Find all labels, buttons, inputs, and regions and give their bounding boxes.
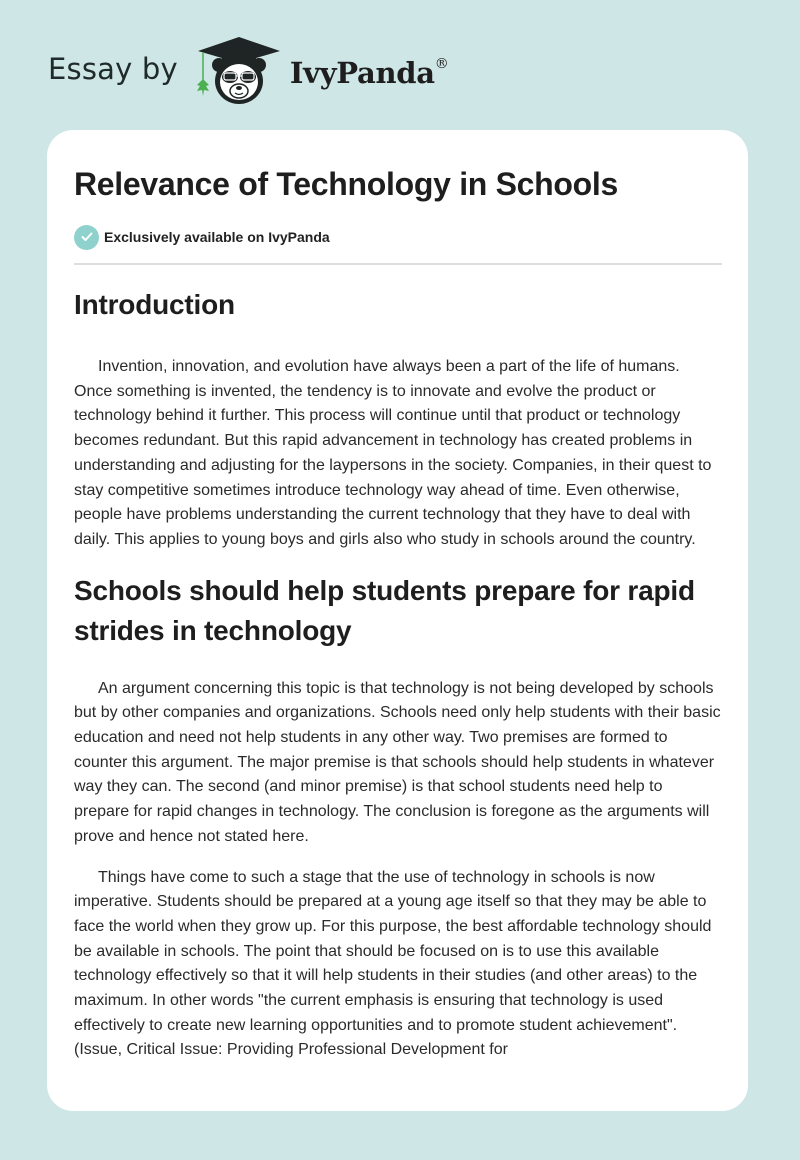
section-heading: Schools should help students prepare for rapid strides in technology <box>74 574 695 646</box>
brand-name[interactable] <box>290 56 449 90</box>
paragraph: Invention, innovation, and evolution have always been a part of the life of humans. Once something is invented, the tendency is to innovate and evolve the product or technology behind it further. This process will continue until that product or technology becomes redundant. But this rapid advancement in technology has created problems in understanding and adjusting for the laypersons in the society. Companies, in their quest to stay competitive sometimes introduce technology way ahead of time. Even otherwise, people have problems understanding the current technology that they have to deal with daily. This applies to young boys and girls also who study in schools around the country. <box>74 358 712 548</box>
essay-title: Relevance of Technology in Schools <box>74 166 618 202</box>
paragraph: An argument concerning this topic is that technology is not being developed by schools but by other companies and organizations. Schools need only help students with their basic education and need not help students in any other way. Two premises are formed to counter this argument. The major premise is that schools should help students in whatever way they can. The second (and minor premise) is that school students need help to prepare for rapid changes in technology. The conclusion is foregone as the arguments will prove and hence not stated here. <box>74 679 721 845</box>
brand-name-text: IvyPanda <box>289 56 435 90</box>
check-circle-icon <box>74 225 99 250</box>
essay-card <box>47 130 748 1111</box>
brand-header <box>48 36 448 106</box>
badge-text: Exclusively available on IvyPanda <box>104 229 330 245</box>
registered-mark: ® <box>434 56 449 73</box>
section-heading: Introduction <box>74 289 235 320</box>
title-divider <box>74 263 722 265</box>
brand-prefix: Essay by <box>48 52 178 86</box>
paragraph: Things have come to such a stage that the use of technology in schools is now imperative. Students should be prepared at a young age itself so that they may be able to face the world when they grow up. For this purpose, the best affordable technology should be available in schools. The point that should be focused on is to use this available technology effectively so that it will help students in their studies (and other areas) to the maximum. In other words "the current emphasis is ensuring that technology is used effectively to create new learning opportunities and to promote student achievement". (Issue, Critical Issue: Providing Professional Development for <box>74 868 712 1059</box>
exclusive-badge <box>74 224 722 250</box>
panda-graduate-logo-icon[interactable] <box>196 35 282 107</box>
